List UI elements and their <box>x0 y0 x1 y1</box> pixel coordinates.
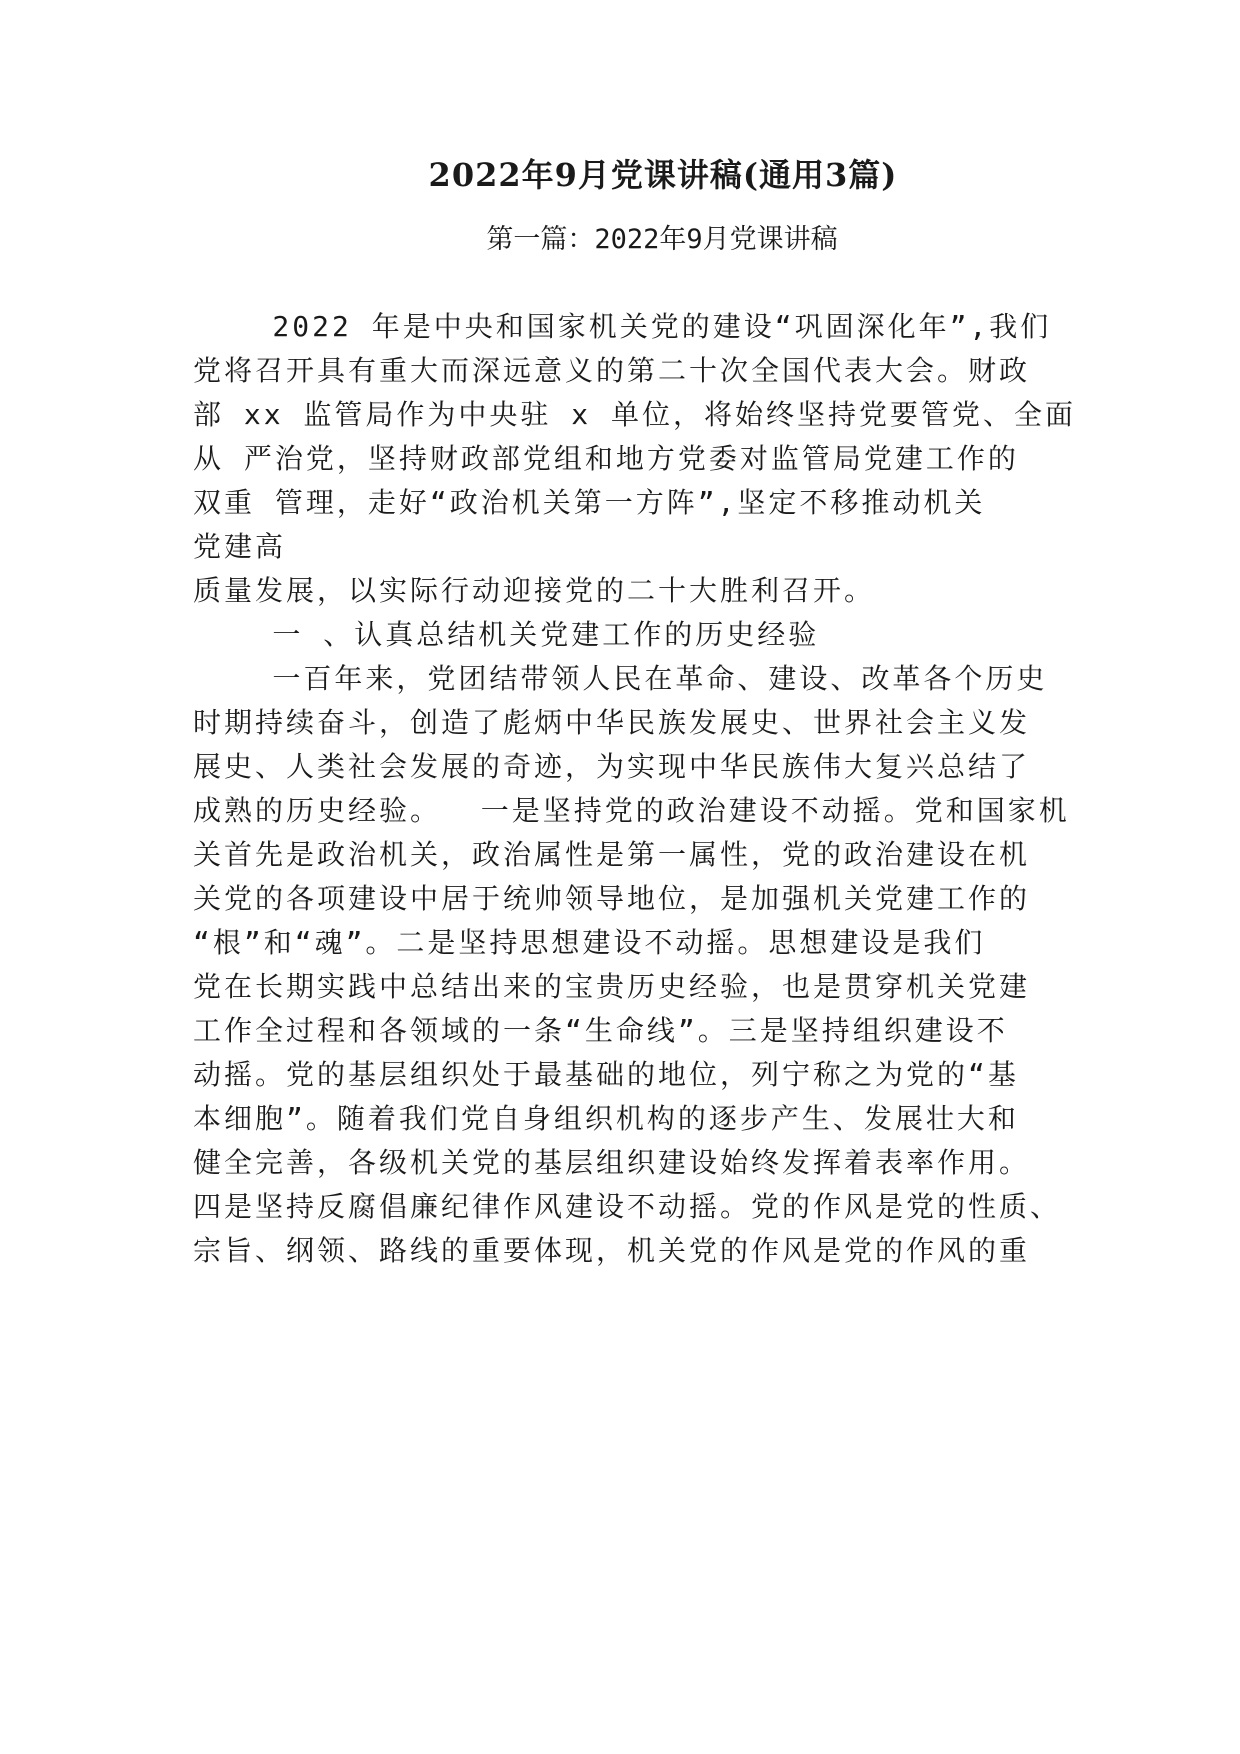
body-line: 党建高 <box>193 530 287 563</box>
body-line: 健全完善，各级机关党的基层组织建设始终发挥着表率作用。 <box>193 1146 1031 1179</box>
body-line: 宗旨、纲领、路线的重要体现，机关党的作风是党的作风的重 <box>193 1234 1031 1267</box>
body-line: 四是坚持反腐倡廉纪律作风建设不动摇。党的作风是党的性质、 <box>193 1190 1062 1223</box>
body-line: 关首先是政治机关，政治属性是第一属性，党的政治建设在机 <box>193 838 1031 871</box>
body-line: 本细胞”。随着我们党自身组织机构的逐步产生、发展壮大和 <box>193 1102 1019 1135</box>
body-line: “根”和“魂”。二是坚持思想建设不动摇。思想建设是我们 <box>193 926 986 959</box>
body-line: 部 xx 监管局作为中央驻 x 单位，将始终坚持党要管党、全面 <box>193 398 1077 431</box>
body-line: 展史、人类社会发展的奇迹，为实现中华民族伟大复兴总结了 <box>193 750 1031 783</box>
body-line: 从 严治党，坚持财政部党组和地方党委对监管局党建工作的 <box>193 442 1019 475</box>
body-line: 一百年来，党团结带领人民在革命、建设、改革各个历史 <box>193 662 1048 695</box>
document-body <box>193 305 1077 1273</box>
body-line: 双重 管理，走好“政治机关第一方阵”,坚定不移推动机关 <box>193 486 986 519</box>
body-line: 工作全过程和各领域的一条“生命线”。三是坚持组织建设不 <box>193 1014 1008 1047</box>
body-line: 时期持续奋斗，创造了彪炳中华民族发展史、世界社会主义发 <box>193 706 1031 739</box>
body-line: 成熟的历史经验。 一是坚持党的政治建设不动摇。党和国家机 <box>193 794 1070 827</box>
body-line: 2022 年是中央和国家机关党的建设“巩固深化年”,我们 <box>193 310 1052 343</box>
document-title: 2022年9月党课讲稿(通用3篇) <box>428 156 898 194</box>
document-subtitle: 第一篇：2022年9月党课讲稿 <box>486 224 838 255</box>
section-heading: 一 、认真总结机关党建工作的历史经验 <box>193 618 820 651</box>
body-line: 关党的各项建设中居于统帅领导地位，是加强机关党建工作的 <box>193 882 1031 915</box>
body-line: 动摇。党的基层组织处于最基础的地位，列宁称之为党的“基 <box>193 1058 1019 1091</box>
body-line: 党将召开具有重大而深远意义的第二十次全国代表大会。财政 <box>193 354 1031 387</box>
body-line: 质量发展，以实际行动迎接党的二十大胜利召开。 <box>193 574 876 607</box>
body-line: 党在长期实践中总结出来的宝贵历史经验，也是贯穿机关党建 <box>193 970 1031 1003</box>
